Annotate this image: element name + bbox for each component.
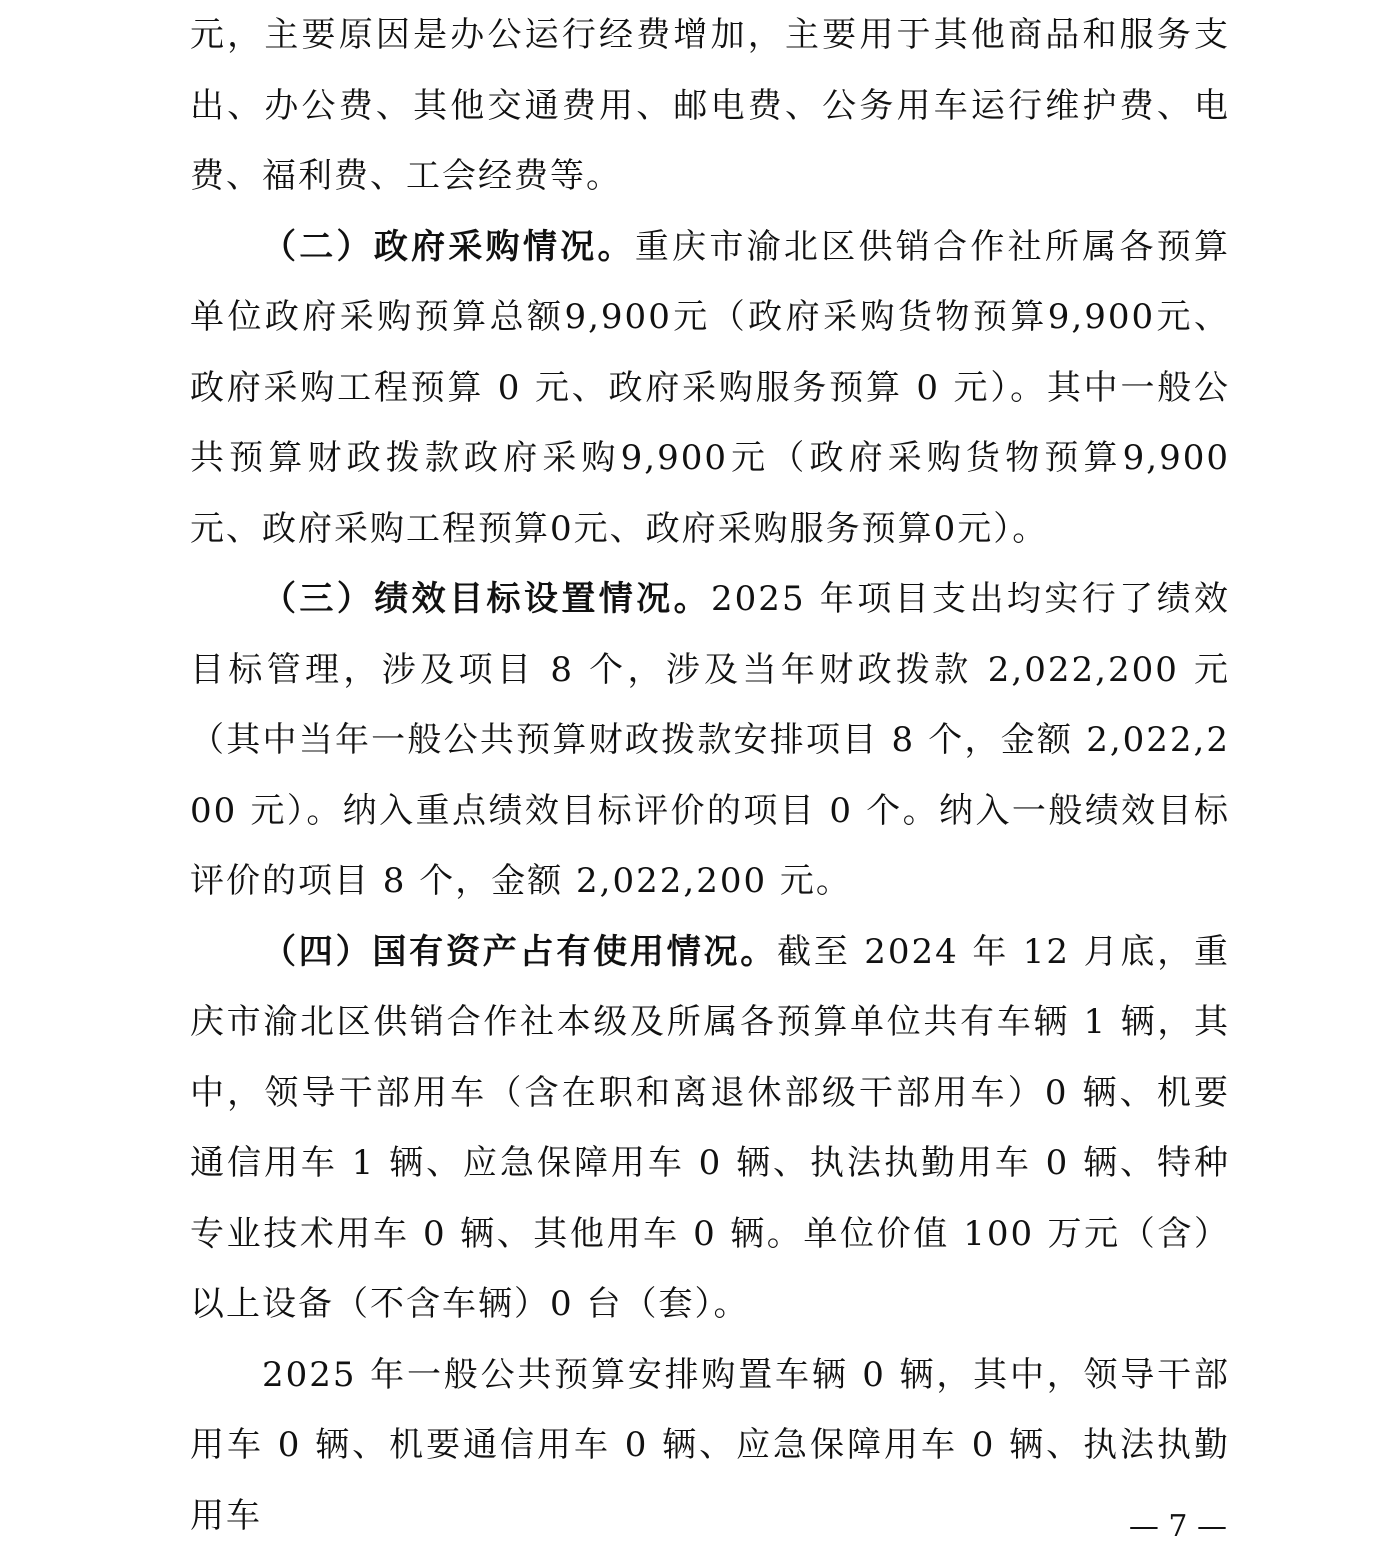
paragraph-government-procurement <box>190 212 1230 565</box>
paragraph-expense-reasons <box>190 0 1230 212</box>
body-text <box>190 0 1230 1551</box>
paragraph-text: 截至 2024 年 12 月底，重庆市渝北区供销合作社本级及所属各预算单位共有车辆 1 辆，其中，领导干部用车（含在职和离退休部级干部用车）0 辆、机要通信用车 1 辆、应急保障用车 0 辆、执法执勤用车 0 辆、特种专业技术用车 0 辆、其他用车 0 辆。单位价值 100 万元（含）以上设备（不含车辆）0 台（套）。 <box>190 932 1230 1325</box>
paragraph-text: 2025 年项目支出均实行了绩效目标管理，涉及项目 8 个，涉及当年财政拨款 2,022,200 元（其中当年一般公共预算财政拨款安排项目 8 个，金额 2,022,200 元）。纳入重点绩效目标评价的项目 0 个。纳入一般绩效目标评价的项目 8 个，金额 2,022,200 元。 <box>190 579 1230 901</box>
paragraph-text: 重庆市渝北区供销合作社所属各预算单位政府采购预算总额9,900元（政府采购货物预算9,900元、政府采购工程预算 0 元、政府采购服务预算 0 元）。其中一般公共预算财政拨款政府采购9,900元（政府采购货物预算9,900元、政府采购工程预算0元、政府采购服务预算0元）。 <box>190 227 1230 549</box>
section-heading-assets: （四）国有资产占有使用情况。 <box>262 932 777 972</box>
page-number: — 7 — <box>1129 1512 1227 1542</box>
section-heading-procurement: （二）政府采购情况。 <box>262 227 635 267</box>
paragraph-text: 元，主要原因是办公运行经费增加，主要用于其他商品和服务支出、办公费、其他交通费用、邮电费、公务用车运行维护费、电费、福利费、工会经费等。 <box>190 15 1230 196</box>
paragraph-performance-goals <box>190 564 1230 917</box>
paragraph-state-assets <box>190 917 1230 1340</box>
section-heading-performance: （三）绩效目标设置情况。 <box>262 579 711 619</box>
paragraph-text: 2025 年一般公共预算安排购置车辆 0 辆，其中，领导干部用车 0 辆、机要通信用车 0 辆、应急保障用车 0 辆、执法执勤用车 <box>190 1355 1230 1536</box>
paragraph-vehicle-purchase <box>190 1340 1230 1551</box>
